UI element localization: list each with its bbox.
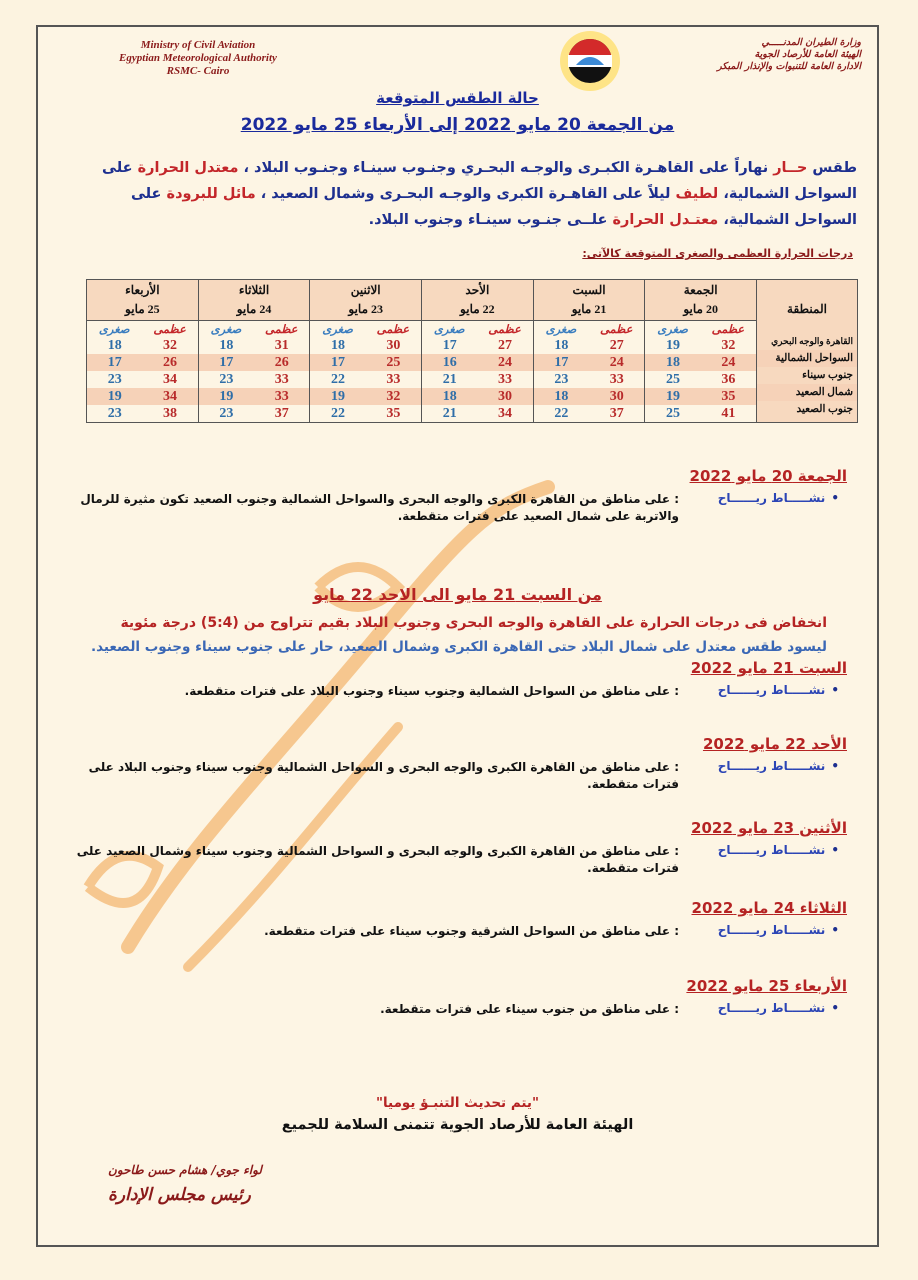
max-temp: 33	[386, 371, 401, 387]
region-name: شمال الصعيد	[757, 384, 857, 401]
temp-row	[534, 388, 645, 405]
min-temp: 23	[219, 405, 234, 421]
temp-row	[310, 337, 421, 354]
max-temp: 37	[274, 405, 289, 421]
min-temp: 19	[219, 388, 234, 404]
temp-row	[645, 354, 756, 371]
signatory-name: لواء جوي/ هشام حسن طاحون	[108, 1163, 262, 1177]
temperature-table	[86, 279, 858, 423]
maxmin-header	[534, 321, 645, 337]
temp-row	[645, 388, 756, 405]
bullet-icon: •	[831, 1001, 839, 1015]
min-label: صغرى	[433, 324, 465, 336]
min-temp: 18	[107, 337, 122, 353]
bullet-icon: •	[831, 923, 839, 937]
day-values-cell	[422, 321, 534, 423]
min-temp: 23	[107, 405, 122, 421]
safety-message: الهيئة العامة للأرصاد الجوية تتمنى السلامة للجميع	[281, 1117, 634, 1133]
day-values-cell	[533, 321, 645, 423]
summary-seg: على السواحل الشمالية،	[102, 160, 857, 202]
wind-bullet	[68, 1001, 847, 1018]
min-temp: 18	[554, 388, 569, 404]
day-name: الأربعاء	[125, 283, 160, 297]
section-heading: الأثنين 23 مايو 2022	[691, 819, 847, 837]
temp-row	[87, 371, 198, 388]
day-values-cell	[645, 321, 757, 423]
temp-row	[422, 405, 533, 422]
temp-row	[87, 337, 198, 354]
page-title: حالة الطقس المتوقعة	[376, 89, 539, 107]
wind-bullet	[68, 491, 847, 525]
max-temp: 35	[386, 405, 401, 421]
section-monday	[68, 819, 847, 877]
day-date: 25 مايو	[125, 302, 160, 316]
region-name: جنوب سيناء	[802, 369, 853, 381]
day-date: 22 مايو	[460, 302, 495, 316]
header-dept-ar: الادارة العامة للتنبوات والإنذار المبكر	[717, 61, 861, 72]
max-temp: 31	[274, 337, 289, 353]
day-values-cell	[87, 321, 199, 423]
day-header	[422, 280, 534, 321]
max-temp: 24	[498, 354, 513, 370]
min-temp: 21	[442, 405, 457, 421]
temp-row	[645, 405, 756, 422]
temp-row	[87, 388, 198, 405]
temp-row	[199, 337, 310, 354]
temp-row	[422, 388, 533, 405]
min-temp: 22	[554, 405, 569, 421]
min-temp: 19	[107, 388, 122, 404]
summary-seg-mild: لطيف	[675, 186, 719, 202]
max-temp: 26	[163, 354, 178, 370]
max-temp: 27	[609, 337, 624, 353]
day-name: الجمعة	[683, 283, 718, 297]
day-header	[645, 280, 757, 321]
wind-label: نشـــــاط ريــــــاح	[717, 923, 826, 937]
wind-text: : على مناطق من القاهرة الكبرى والوجه البحرى و السواحل الشمالية وجنوب سيناء وشمال الصعيد على فترات متقطعة.	[76, 844, 679, 875]
header-authority-ar: الهيئة العامة للأرصاد الجوية	[754, 49, 861, 60]
max-label: عظمى	[376, 324, 410, 336]
ema-logo-icon	[558, 29, 622, 93]
section-wednesday	[68, 977, 847, 1018]
bullet-icon: •	[831, 759, 839, 773]
region-name: السواحل الشمالية	[757, 350, 857, 367]
max-temp: 32	[721, 337, 736, 353]
max-temp: 38	[163, 405, 178, 421]
page-subtitle: من الجمعة 20 مايو 2022 إلى الأربعاء 25 مايو 2022	[240, 115, 675, 135]
max-temp: 30	[386, 337, 401, 353]
temp-row	[199, 371, 310, 388]
region-name: جنوب الصعيد	[796, 403, 853, 415]
summary-seg: على السواحل الشمالية،	[130, 186, 857, 228]
max-temp: 35	[721, 388, 736, 404]
summary-seg: نهاراً على القاهـرة الكبـرى والوجـه البحـري وجنـوب سينـاء وجنـوب البلاد ،	[238, 160, 774, 176]
min-temp: 17	[331, 354, 346, 370]
day-values-cell	[310, 321, 422, 423]
day-date: 24 مايو	[236, 302, 272, 316]
day-date: 20 مايو	[683, 302, 718, 316]
min-temp: 22	[331, 405, 346, 421]
max-temp: 25	[386, 354, 401, 370]
bullet-icon: •	[831, 683, 839, 697]
section-heading: السبت 21 مايو 2022	[690, 659, 847, 677]
wind-bullet	[68, 759, 847, 793]
min-temp: 23	[219, 371, 234, 387]
section-heading: الجمعة 20 مايو 2022	[689, 467, 847, 485]
mid-line-weather: ليسود طقس معتدل على شمال البلاد حتى القاهرة الكبرى وشمال الصعيد، حار على جنوب سيناء وجنوب الصعيد.	[90, 639, 827, 655]
bullet-icon: •	[831, 843, 839, 857]
temp-row	[645, 371, 756, 388]
max-label: عظمى	[153, 324, 186, 336]
max-temp: 33	[609, 371, 624, 387]
wind-label: نشـــــاط ريــــــاح	[717, 683, 826, 697]
temp-row	[199, 405, 310, 422]
max-temp: 30	[498, 388, 513, 404]
min-temp: 18	[666, 354, 681, 370]
header-ministry-ar: وزارة الطيران المدنـــــي	[761, 37, 861, 48]
wind-text: : على مناطق من السواحل الشمالية وجنوب سيناء وجنوب البلاد على فترات متقطعة.	[184, 684, 679, 698]
day-header	[310, 280, 422, 321]
temp-row	[87, 405, 198, 422]
day-values-cell	[198, 321, 310, 423]
wind-label: نشـــــاط ريــــــاح	[717, 1001, 826, 1015]
maxmin-header	[87, 321, 198, 337]
min-temp: 25	[666, 405, 681, 421]
wind-label: نشـــــاط ريــــــاح	[717, 491, 826, 505]
day-name: الاثنين	[350, 283, 381, 297]
max-temp: 34	[163, 371, 178, 387]
wind-text: : على مناطق من القاهرة الكبرى والوجه البحرى والسواحل الشمالية وجنوب الصعيد تكون مثيرة للرمال والاتربة على شمال الصعيد على فترات متقطعة.	[80, 492, 679, 523]
summary-seg-moderate: معتدل الحرارة	[137, 160, 239, 176]
min-label: صغرى	[657, 324, 688, 336]
section-heading: الأربعاء 25 مايو 2022	[686, 977, 847, 995]
max-temp: 32	[386, 388, 401, 404]
min-temp: 18	[442, 388, 457, 404]
wind-bullet	[68, 843, 847, 877]
region-name: القاهرة والوجه البحري	[771, 335, 853, 346]
max-temp: 27	[498, 337, 513, 353]
temp-row	[422, 337, 533, 354]
temp-row	[310, 405, 421, 422]
min-temp: 18	[219, 337, 234, 353]
header-rsmc: RSMC- Cairo	[166, 65, 230, 77]
section-saturday	[68, 659, 847, 700]
min-temp: 18	[554, 337, 569, 353]
header-ministry: Ministry of Civil Aviation	[140, 39, 256, 51]
summary-seg: علــى جنـوب سينـاء وجنوب البلاد.	[368, 212, 613, 228]
section-heading: الثلاثاء 24 مايو 2022	[691, 899, 847, 917]
temp-row	[422, 371, 533, 388]
max-temp: 24	[721, 354, 736, 370]
max-temp: 34	[498, 405, 513, 421]
maxmin-header	[422, 321, 533, 337]
max-temp: 26	[274, 354, 289, 370]
region-column	[757, 280, 858, 423]
max-temp: 37	[609, 405, 624, 421]
summary-seg-hot: حــار	[773, 160, 808, 176]
wind-text: : على مناطق من القاهرة الكبرى والوجه البحرى و السواحل الشمالية وجنوب سيناء وجنوب البلاد على فترات متقطعة.	[88, 760, 679, 791]
max-temp: 34	[163, 388, 178, 404]
min-temp: 25	[666, 371, 681, 387]
wind-bullet	[68, 683, 847, 700]
max-temp: 41	[721, 405, 736, 421]
max-temp: 33	[498, 371, 513, 387]
min-temp: 19	[666, 388, 681, 404]
signatory-title: رئيس مجلس الإدارة	[108, 1185, 251, 1205]
min-label: صغرى	[98, 324, 130, 336]
day-name: السبت	[572, 283, 606, 297]
temp-row	[422, 354, 533, 371]
header-arabic	[641, 37, 861, 73]
day-name: الأحد	[465, 283, 490, 297]
temp-row	[310, 388, 421, 405]
weather-summary	[88, 155, 857, 233]
temp-row	[534, 354, 645, 371]
header-english	[78, 39, 318, 78]
max-temp: 36	[721, 371, 736, 387]
wind-text: : على مناطق من جنوب سيناء على فترات متقطعة.	[380, 1002, 679, 1016]
max-temp: 30	[609, 388, 624, 404]
min-label: صغرى	[322, 324, 353, 336]
min-label: صغرى	[545, 324, 577, 336]
min-temp: 16	[442, 354, 457, 370]
section-heading: الأحد 22 مايو 2022	[702, 735, 847, 753]
document-page	[36, 25, 879, 1247]
header-authority: Egyptian Meteorological Authority	[119, 52, 277, 64]
min-temp: 17	[219, 354, 234, 370]
min-temp: 19	[331, 388, 346, 404]
summary-seg-cool: مائل للبرودة	[166, 186, 256, 202]
day-date: 21 مايو	[571, 302, 607, 316]
day-header	[533, 280, 645, 321]
min-temp: 22	[331, 371, 346, 387]
min-temp: 21	[442, 371, 457, 387]
min-temp: 17	[442, 337, 457, 353]
day-name: الثلاثاء	[238, 283, 270, 297]
summary-seg: طقس	[807, 160, 857, 176]
bullet-icon: •	[831, 491, 839, 505]
maxmin-header	[310, 321, 421, 337]
min-temp: 23	[107, 371, 122, 387]
max-temp: 24	[609, 354, 624, 370]
temp-row	[534, 337, 645, 354]
summary-seg-moderate: معتـدل الحرارة	[612, 212, 719, 228]
mid-line-temp-drop: انخفاض فى درجات الحرارة على القاهرة والوجه البحرى وجنوب البلاد بقيم تتراوح من (5:4) درجة مئوية	[120, 615, 827, 631]
max-label: عظمى	[264, 324, 298, 336]
mid-heading: من السبت 21 مايو الى الاحد 22 مايو	[313, 585, 602, 604]
section-tuesday	[68, 899, 847, 940]
temp-row	[534, 405, 645, 422]
min-temp: 17	[107, 354, 122, 370]
min-temp: 18	[331, 337, 346, 353]
daily-update-note: "يتم تحديث التنبـؤ يوميا"	[375, 1095, 540, 1111]
temp-row	[534, 371, 645, 388]
min-label: صغرى	[210, 324, 242, 336]
section-friday	[68, 467, 847, 525]
wind-label: نشـــــاط ريــــــاح	[717, 759, 826, 773]
min-temp: 19	[666, 337, 681, 353]
temp-row	[645, 337, 756, 354]
day-header	[198, 280, 310, 321]
maxmin-header	[645, 321, 756, 337]
day-header	[87, 280, 199, 321]
max-temp: 33	[274, 388, 289, 404]
maxmin-header	[199, 321, 310, 337]
min-temp: 23	[554, 371, 569, 387]
temp-row	[199, 354, 310, 371]
wind-label: نشـــــاط ريــــــاح	[717, 843, 826, 857]
wind-text: : على مناطق من السواحل الشرقية وجنوب سيناء على فترات متقطعة.	[264, 924, 679, 938]
region-header: المنطقة	[787, 301, 827, 316]
max-label: عظمى	[488, 324, 521, 336]
temp-row	[310, 354, 421, 371]
temp-row	[199, 388, 310, 405]
summary-seg: ليلاً على القاهـرة الكبرى والوجـه البحـرى وشمال الصعيد ،	[255, 186, 676, 202]
day-date: 23 مايو	[348, 302, 384, 316]
section-sunday	[68, 735, 847, 793]
table-caption: درجات الحرارة العظمى والصغرى المتوقعة كالآتى:	[582, 247, 853, 260]
max-label: عظمى	[711, 324, 745, 336]
max-label: عظمى	[599, 324, 633, 336]
max-temp: 32	[163, 337, 178, 353]
min-temp: 17	[554, 354, 569, 370]
max-temp: 33	[274, 371, 289, 387]
temp-row	[310, 371, 421, 388]
wind-bullet	[68, 923, 847, 940]
temp-row	[87, 354, 198, 371]
